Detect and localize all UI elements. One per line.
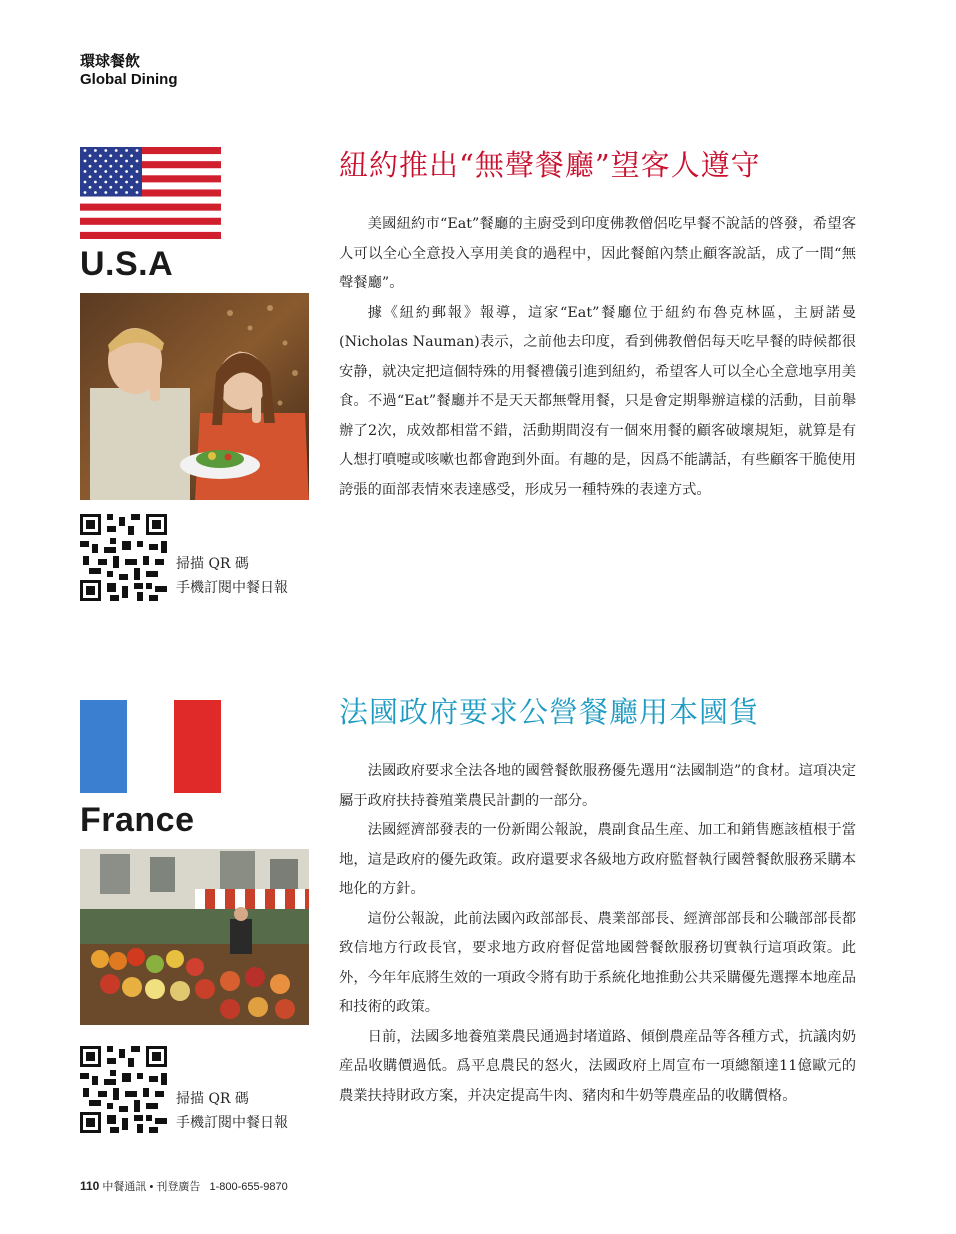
flag-star xyxy=(89,186,92,189)
flag-star xyxy=(125,170,128,173)
flag-star xyxy=(94,191,97,194)
flag-star xyxy=(109,154,112,157)
flag-star xyxy=(104,149,107,152)
flag-star xyxy=(84,149,87,152)
flag-star xyxy=(99,154,102,157)
article-paragraph: 這份公報說，此前法國內政部部長、農業部部長、經濟部部長和公職部部長都致信地方行政長官，要求地方政府督促當地國營餐飲服務切實執行這項政策。此外，今年年底將生效的一項政令將有助于系統化地推動公共采購優先選擇本地産品和技術的政策。 xyxy=(339,910,856,1015)
flag-star xyxy=(125,181,128,184)
usa-article-body xyxy=(339,210,856,505)
publication-name: 中餐通訊 • 刊登廣告 xyxy=(102,1181,201,1193)
flag-star xyxy=(94,181,97,184)
flag-star xyxy=(89,154,92,157)
flag-star xyxy=(120,154,123,157)
france-photo xyxy=(80,849,309,1025)
flag-star xyxy=(94,170,97,173)
country-label-france: France xyxy=(80,801,195,839)
section-title-zh: 環球餐飲 xyxy=(80,52,141,70)
article-paragraph: 據《紐約郵報》報導，這家“Eat”餐廳位于紐約布魯克林區，主厨諾曼(Nicholas Nauman)表示，之前他去印度，看到佛教僧侶每天吃早餐的時候都很安静，就决定把這個特殊的用餐禮儀引進到紐約，希望客人可以全心全意地享用美食。不過“Eat”餐廳并不是天天都無聲用餐，只是會定期舉辦這樣的活動，目前舉辦了2次，成效都相當不錯，活動期間沒有一個來用餐的顧客破壞規矩，就算是有人想打噴嚏或咳嗽也都會跑到外面。有趣的是，因爲不能講話，有些顧客干脆使用誇張的面部表情來表達感受，形成另一種特殊的表達方式。 xyxy=(339,304,856,498)
flag-star xyxy=(115,149,118,152)
flag-star xyxy=(115,170,118,173)
flag-star xyxy=(130,175,133,178)
flag-star xyxy=(99,165,102,168)
flag-star xyxy=(104,170,107,173)
section-header xyxy=(80,50,178,88)
flag-star xyxy=(115,181,118,184)
france-qr-code[interactable] xyxy=(80,1046,167,1133)
flag-star xyxy=(125,160,128,163)
flag-star xyxy=(109,186,112,189)
flag-star xyxy=(94,160,97,163)
page-footer xyxy=(80,1178,288,1194)
article-paragraph: 日前，法國多地養殖業農民通過封堵道路、傾倒農産品等各種方式，抗議肉奶産品收購價過低。爲平息農民的怒火，法國政府上周宣布一項總額達11億歐元的農業扶持財政方案，并决定提高牛肉、豬肉和牛奶等農産品的收購價格。 xyxy=(339,1028,856,1104)
flag-star xyxy=(136,149,139,152)
flag-star xyxy=(136,160,139,163)
flag-star xyxy=(109,165,112,168)
article-paragraph: 法國政府要求全法各地的國營餐飲服務優先選用“法國制造”的食材。這項决定屬于政府扶持養殖業農民計劃的一部分。 xyxy=(339,763,856,809)
phone-number: 1-800-655-9870 xyxy=(209,1181,288,1193)
flag-star xyxy=(130,154,133,157)
flag-star xyxy=(89,165,92,168)
flag-star xyxy=(136,181,139,184)
qr-caption-line: 手機訂閱中餐日報 xyxy=(176,580,288,596)
flag-star xyxy=(130,165,133,168)
flag-star xyxy=(104,181,107,184)
qr-caption-line: 掃描 QR 碼 xyxy=(176,1091,249,1107)
qr-caption-line: 掃描 QR 碼 xyxy=(176,556,249,572)
flag-star xyxy=(125,149,128,152)
section-title-en: Global Dining xyxy=(80,71,178,88)
flag-star xyxy=(84,181,87,184)
flag-star xyxy=(120,186,123,189)
article-paragraph: 美國紐約市“Eat”餐廳的主廚受到印度佛教僧侶吃早餐不說話的啓發，希望客人可以全心全意投入享用美食的過程中，因此餐館內禁止顧客說話，成了一間“無聲餐廳”。 xyxy=(339,216,856,291)
france-headline: 法國政府要求公營餐廳用本國貨 xyxy=(339,695,760,729)
flag-star xyxy=(84,191,87,194)
flag-star xyxy=(94,149,97,152)
usa-flag xyxy=(80,147,221,239)
flag-star xyxy=(125,191,128,194)
france-article-body xyxy=(339,757,856,1111)
flag-star xyxy=(120,165,123,168)
flag-star xyxy=(104,191,107,194)
flag-star xyxy=(109,175,112,178)
flag-star xyxy=(84,170,87,173)
page-number: 110 xyxy=(80,1179,100,1193)
usa-qr-code[interactable] xyxy=(80,514,167,601)
country-label-usa: U.S.A xyxy=(80,245,174,283)
usa-qr-caption xyxy=(176,552,288,600)
flag-star xyxy=(84,160,87,163)
france-qr-caption xyxy=(176,1087,288,1135)
flag-star xyxy=(136,170,139,173)
flag-star xyxy=(130,186,133,189)
france-flag xyxy=(80,700,221,793)
flag-star xyxy=(136,191,139,194)
flag-star xyxy=(115,160,118,163)
flag-star xyxy=(104,160,107,163)
usa-headline: 紐約推出“無聲餐廳”望客人遵守 xyxy=(339,148,761,182)
flag-star xyxy=(115,191,118,194)
usa-photo xyxy=(80,293,309,500)
flag-star xyxy=(120,175,123,178)
flag-star xyxy=(99,175,102,178)
qr-caption-line: 手機訂閱中餐日報 xyxy=(176,1115,288,1131)
flag-star xyxy=(89,175,92,178)
flag-star xyxy=(99,186,102,189)
article-paragraph: 法國經濟部發表的一份新聞公報說，農副食品生産、加工和銷售應該植根于當地，這是政府的優先政策。政府還要求各級地方政府監督執行國營餐飲服務采購本地化的方針。 xyxy=(339,822,856,897)
